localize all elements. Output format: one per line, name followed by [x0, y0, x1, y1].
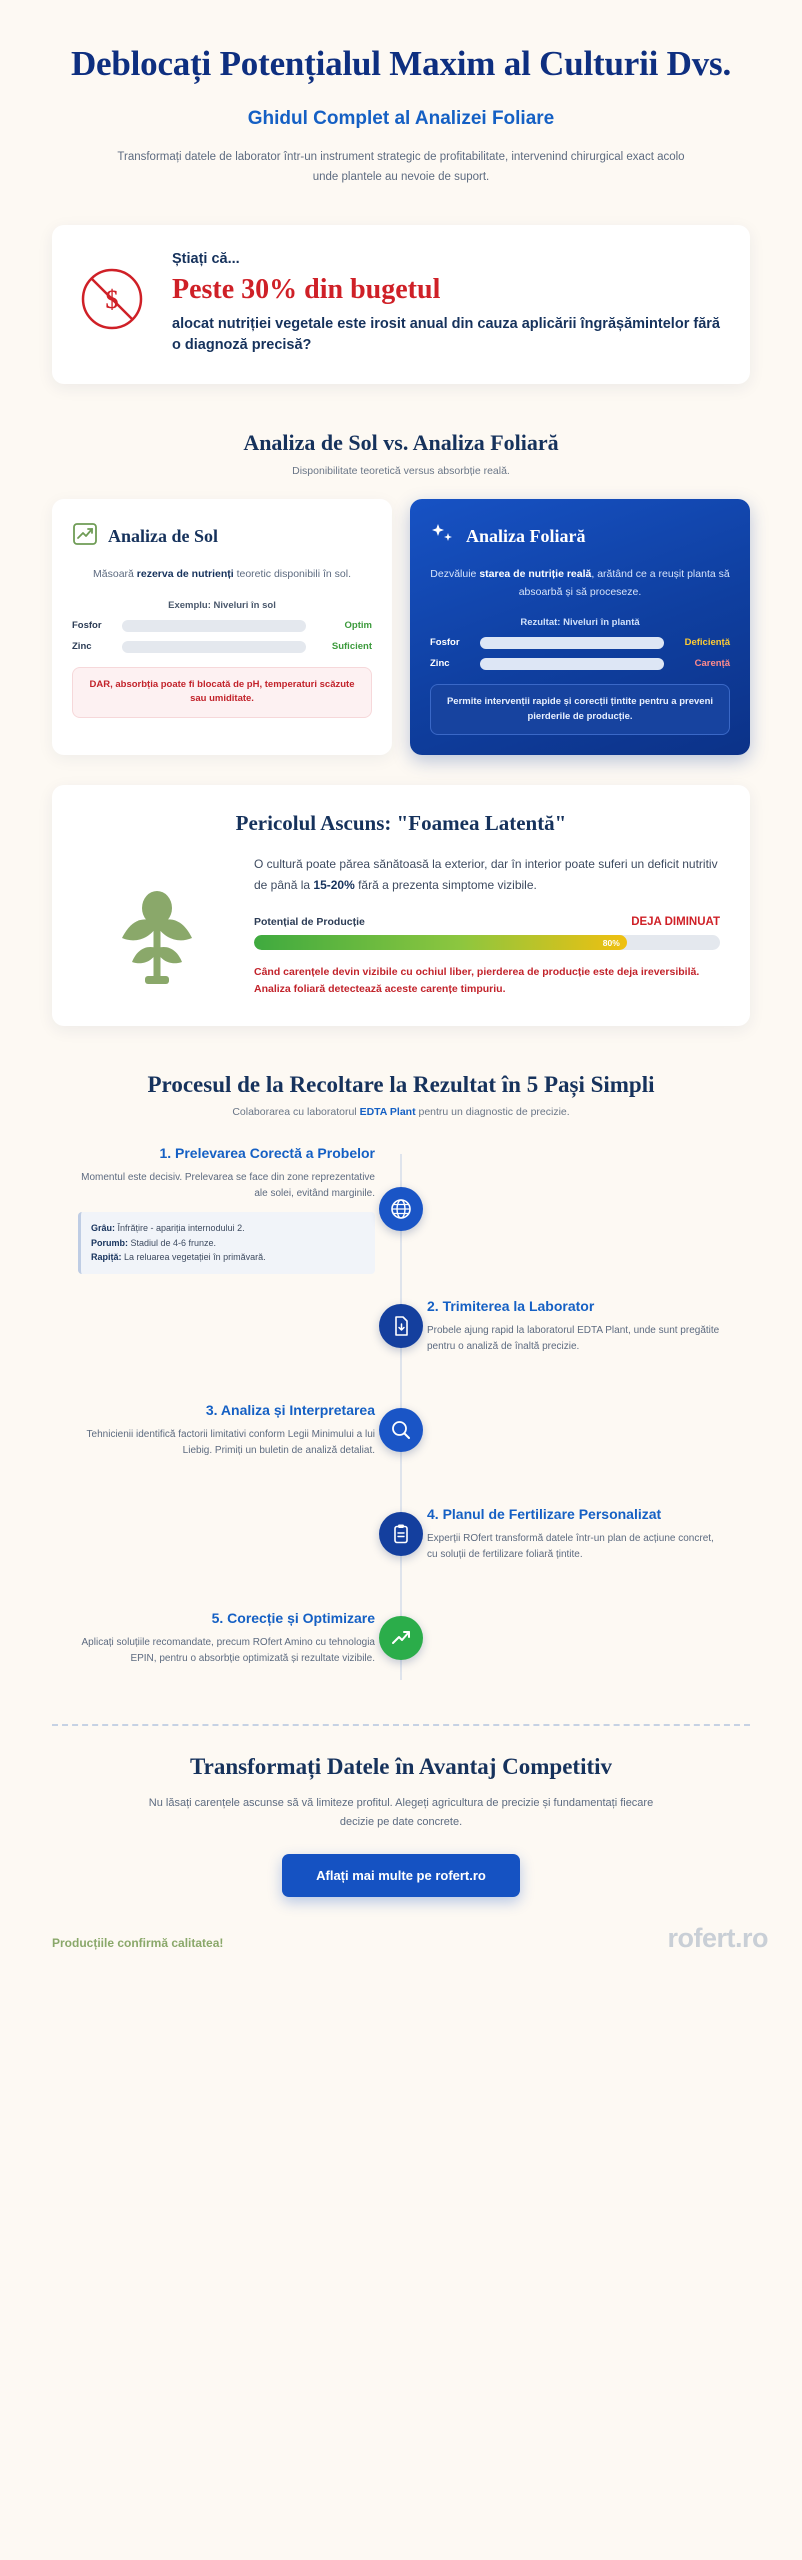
- step-title: 3. Analiza și Interpretarea: [205, 1402, 375, 1419]
- step-content: [52, 1144, 401, 1274]
- page-title: Deblocați Potențialul Maxim al Culturii Dvs.: [70, 44, 732, 83]
- soil-bar-row: [72, 641, 372, 653]
- step-title: 4. Planul de Fertilizare Personalizat: [427, 1506, 662, 1523]
- hunger-text-2: fără a prezenta simptome vizibile.: [354, 878, 537, 893]
- production-progress-track: [254, 935, 720, 950]
- step-text: Probele ajung rapid la laboratorul EDTA Plant, unde sunt pregătite pentru o analiză de înaltă precizie.: [427, 1325, 720, 1353]
- hidden-hunger-warning: Când carențele devin vizibile cu ochiul liber, pierderea de producție este deja ireversibilă. Analiza foliară detectează aceste carențe timpuriu.: [254, 966, 700, 996]
- hidden-hunger-text-block: [254, 854, 720, 998]
- hunger-text-bold: 15-20%: [313, 878, 355, 893]
- process-sub-1: Colaborarea cu laboratorul: [232, 1105, 360, 1118]
- foliar-bar-row: [430, 658, 730, 670]
- soil-bar-status: Suficient: [331, 641, 372, 653]
- comparison-section: [0, 430, 802, 755]
- foliar-chart-label: Rezultat: Niveluri în plantă: [520, 616, 640, 628]
- soil-note: DAR, absorbția poate fi blocată de pH, temperaturi scăzute sau umiditate.: [72, 667, 372, 718]
- soil-bar-track: [122, 641, 306, 653]
- step-text: Momentul este decisiv. Prelevarea se face din zone reprezentative ale solei, evitând marginile.: [81, 1171, 375, 1199]
- foliar-bar-row: [430, 637, 730, 649]
- soil-card-header: [72, 521, 372, 552]
- comparison-cards: [52, 499, 750, 755]
- clipboard-icon: [379, 1512, 423, 1556]
- factbox-line: [91, 1221, 365, 1236]
- hidden-hunger-card: [52, 785, 750, 1026]
- foliar-card-title: Analiza Foliară: [466, 526, 586, 547]
- foliar-desc-2: , arătând ce a reușit planta să absoarbă și să proceseze.: [518, 568, 730, 598]
- process-step: [52, 1378, 750, 1482]
- factbox-line: [91, 1236, 365, 1251]
- step-title: 2. Trimiterea la Laborator: [427, 1298, 595, 1315]
- brand-wordmark: rofert.ro: [667, 1922, 768, 1953]
- foliar-card-description: [430, 566, 730, 601]
- step-text: Experții ROfert transformă datele într-un plan de acțiune concret, cu soluții de fertilizare foliară țintite.: [427, 1533, 714, 1561]
- growth-arrow-icon: [379, 1616, 423, 1660]
- factbox-crop: Grâu:: [91, 1222, 116, 1233]
- process-subheading: [30, 1106, 772, 1118]
- page-subtitle: Ghidul Complet al Analizei Foliare: [247, 108, 555, 130]
- sparkle-leaf-icon: [430, 521, 456, 552]
- process-step: [52, 1482, 750, 1586]
- factbox-detail: La reluarea vegetației în primăvară.: [121, 1252, 266, 1263]
- production-progress-value: 80%: [602, 937, 620, 948]
- soil-bar-track: [122, 620, 306, 632]
- step-title: 5. Corecție și Optimizare: [211, 1610, 375, 1627]
- foliar-bar-label: Zinc: [430, 658, 450, 670]
- svg-text:$: $: [105, 285, 119, 315]
- globe-icon: [379, 1187, 423, 1231]
- step-text: Tehnicienii identifică factorii limitativi conform Legii Minimului a lui Liebig. Primiți un buletin de analiză detaliat.: [86, 1429, 375, 1457]
- factbox-detail: Stadiul de 4-6 frunze.: [128, 1237, 217, 1248]
- process-timeline: [52, 1144, 750, 1690]
- learn-more-button[interactable]: Aflați mai multe pe rofert.ro: [282, 1854, 520, 1897]
- factbox-crop: Porumb:: [91, 1237, 128, 1248]
- soil-chart-label: Exemplu: Niveluri în sol: [168, 599, 276, 611]
- factbox-line: [91, 1250, 365, 1265]
- hidden-hunger-text: [254, 854, 720, 896]
- hidden-hunger-title: Pericolul Ascuns: "Foamea Latentă": [235, 811, 567, 836]
- budget-callout-card: [52, 225, 750, 384]
- comparison-heading: Analiza de Sol vs. Analiza Foliară: [243, 430, 559, 456]
- factbox-crop: Rapiță:: [91, 1252, 122, 1263]
- cta-heading: Transformați Datele în Avantaj Competitiv: [189, 1754, 613, 1780]
- production-label: Potențial de Producție: [254, 916, 365, 929]
- wilting-plant-icon: [82, 854, 232, 988]
- production-row: [254, 916, 720, 928]
- budget-warning-icon: [80, 251, 146, 336]
- step-content: [401, 1297, 750, 1355]
- step-content: [52, 1609, 401, 1667]
- soil-bar-status: Optim: [344, 620, 372, 632]
- foliar-bar-track: [480, 637, 664, 649]
- hero-lead: Transformați datele de laborator într-un instrument strategic de profitabilitate, intervenind chirurgical exact acolo unde plantele au nevoie de suport.: [117, 151, 685, 183]
- soil-desc-bold: rezerva de nutrienți: [136, 568, 234, 581]
- process-sub-2: pentru un diagnostic de precizie.: [415, 1105, 570, 1118]
- hunger-text-1: O cultură poate părea sănătoasă la exterior, dar în interior poate suferi un deficit nutritiv de până la: [254, 857, 718, 893]
- callout-body: [172, 251, 722, 356]
- foliar-note: Permite intervenții rapide și corecții țintite pentru a preveni pierderile de producție.: [430, 684, 730, 735]
- document-download-icon: [379, 1304, 423, 1348]
- soil-analysis-card: [52, 499, 392, 755]
- process-section: [0, 1072, 802, 1690]
- soil-bar-label: Fosfor: [72, 620, 102, 632]
- soil-desc-1: Măsoară: [93, 568, 137, 581]
- magnifier-icon: [379, 1408, 423, 1452]
- step-text: Aplicați soluțiile recomandate, precum ROfert Amino cu tehnologia EPIN, pentru o absorbție optimizată și rezultate vizibile.: [81, 1637, 375, 1665]
- step-content: [52, 1401, 401, 1459]
- foliar-bar-label: Fosfor: [430, 637, 460, 649]
- cta-section: [52, 1754, 750, 1896]
- soil-card-description: [72, 566, 372, 583]
- foliar-bar-track: [480, 658, 664, 670]
- process-heading: Procesul de la Recoltare la Rezultat în 5 Pași Simpli: [147, 1071, 655, 1097]
- cta-text: Nu lăsați carențele ascunse să vă limiteze profitul. Alegeți agricultura de precizie și fundamentați fiecare decizie pe date concrete.: [148, 1797, 654, 1829]
- footer: [34, 1923, 768, 1954]
- process-heading-block: [30, 1072, 772, 1118]
- soil-card-title: Analiza de Sol: [108, 526, 219, 547]
- step-factbox: [78, 1212, 375, 1275]
- footer-slogan: Producțiile confirmă calitatea!: [52, 1935, 224, 1950]
- process-step: [52, 1274, 750, 1378]
- production-status: DEJA DIMINUAT: [631, 916, 720, 929]
- factbox-detail: Înfrățire - apariția internodului 2.: [115, 1222, 245, 1233]
- production-progress-fill: [254, 935, 627, 950]
- step-content: [401, 1505, 750, 1563]
- callout-text: alocat nutriției vegetale este irosit anual din cauza aplicării îngrășămintelor fără o diagnoză precisă?: [172, 316, 720, 354]
- foliar-bar-status: Carență: [694, 658, 730, 670]
- soil-bar-row: [72, 620, 372, 632]
- foliar-bar-status: Deficiență: [684, 637, 730, 649]
- process-sub-bold: EDTA Plant: [359, 1105, 416, 1118]
- foliar-card-header: [430, 521, 730, 552]
- foliar-desc-bold: starea de nutriție reală: [479, 568, 592, 581]
- comparison-subheading: Disponibilitate teoretică versus absorbție reală.: [292, 465, 510, 478]
- foliar-analysis-card: [410, 499, 750, 755]
- process-step: [52, 1144, 750, 1274]
- section-divider: [52, 1724, 750, 1726]
- comparison-heading-block: [40, 430, 762, 477]
- soil-bar-label: Zinc: [72, 641, 92, 653]
- hero-section: [0, 0, 802, 197]
- callout-headline: Peste 30% din bugetul: [172, 274, 441, 306]
- hidden-hunger-row: [82, 854, 720, 998]
- process-step: [52, 1586, 750, 1690]
- soil-chart-icon: [72, 521, 98, 552]
- callout-eyebrow: Știați că...: [172, 251, 240, 268]
- step-title: 1. Prelevarea Corectă a Probelor: [159, 1144, 375, 1161]
- foliar-desc-1: Dezvăluie: [430, 568, 480, 581]
- soil-desc-2: teoretic disponibili în sol.: [233, 568, 351, 581]
